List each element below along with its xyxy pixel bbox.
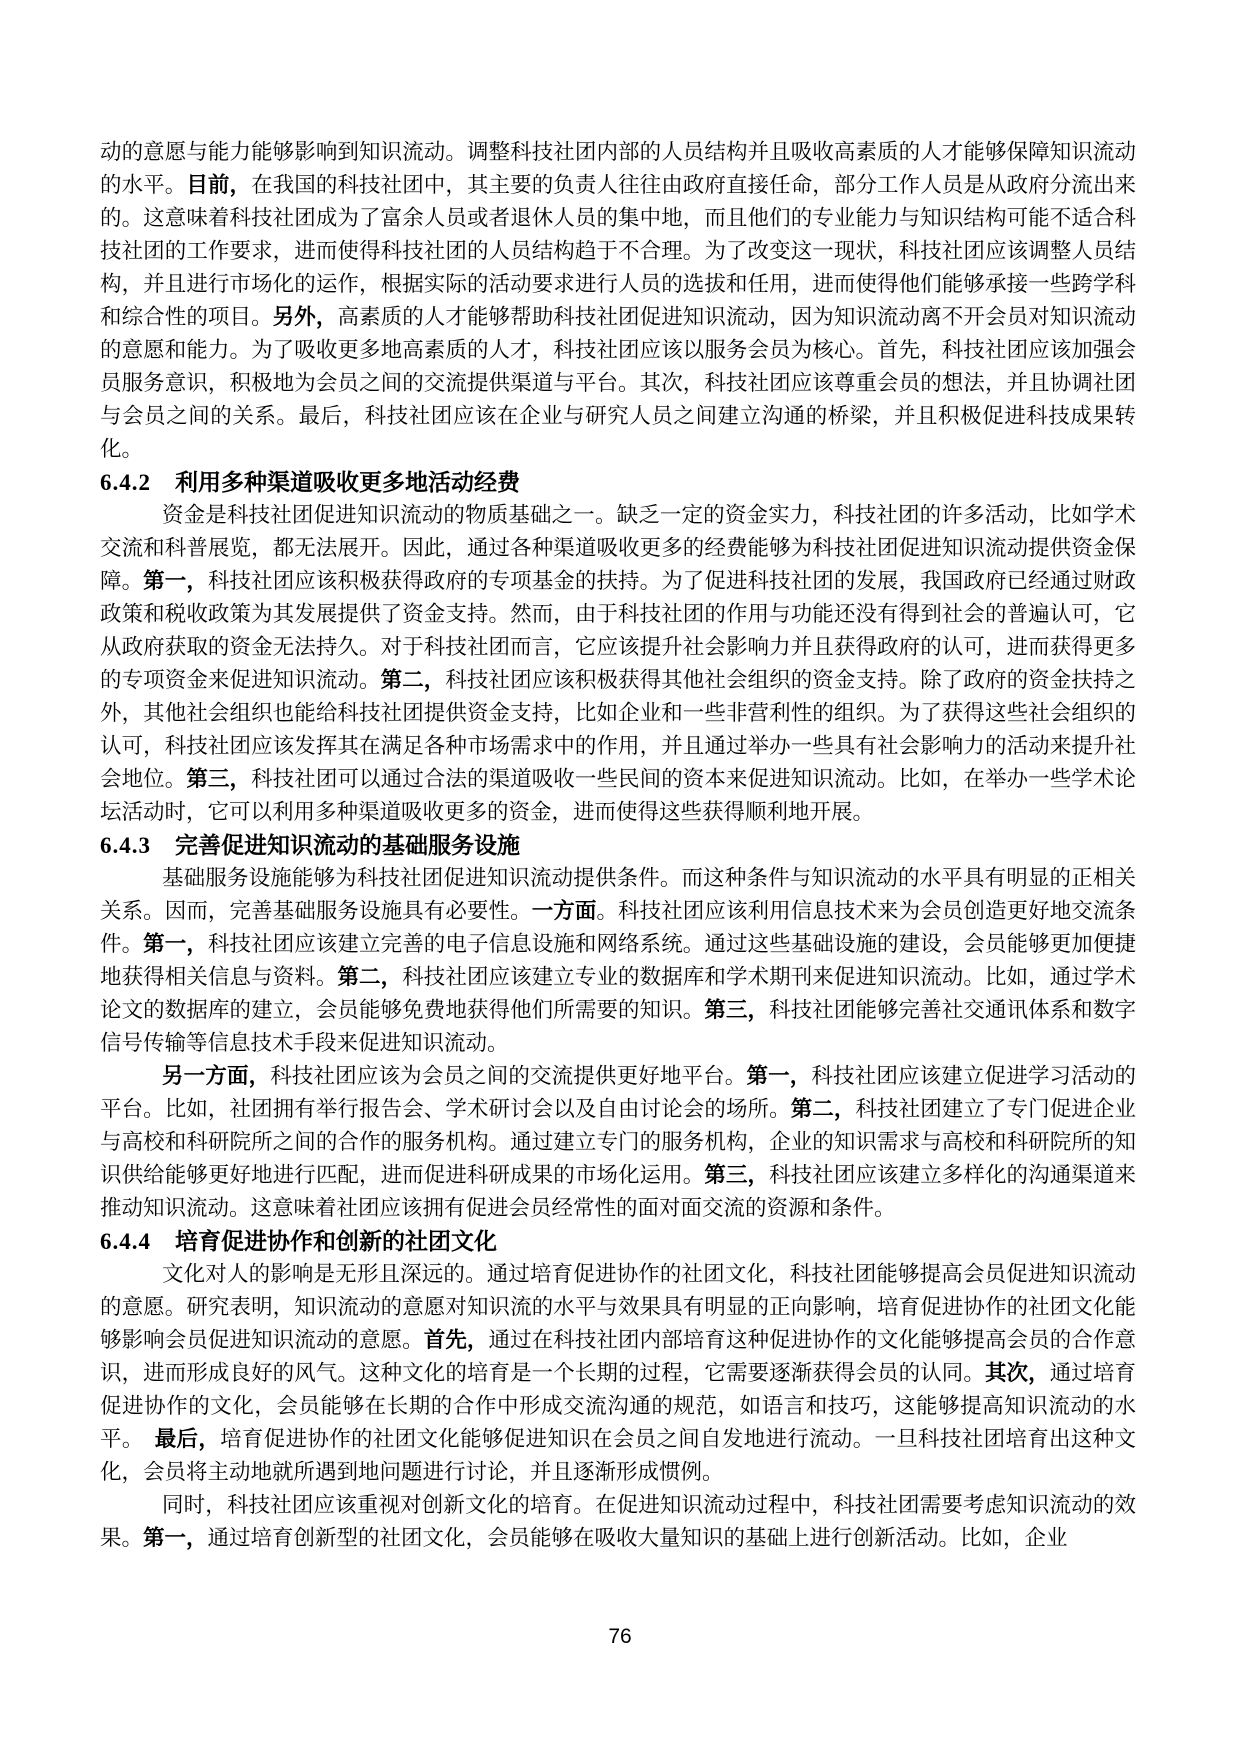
heading-title: 培育促进协作和创新的社团文化 (175, 1228, 497, 1254)
paragraph (100, 136, 1136, 466)
emphasis-run: 另外， (272, 305, 338, 329)
emphasis-run: 目前， (186, 173, 252, 197)
section-heading-6.4.3 (100, 829, 1136, 862)
emphasis-run: 第一， (143, 932, 208, 956)
emphasis-run: 其次， (984, 1361, 1050, 1385)
text-run: 科技社团建立了专门促进企业与高校和科研院所之间的合作的服务机构。通过建立专门的服务机构，企业的知识需求与高校和科研院所的知识供给能够更好地进行匹配，进而促进科研成果的市场化运用。 (100, 1097, 1136, 1187)
text-run: 科技社团能够完善社交通讯体系和数字信号传输等信息技术手段来促进知识流动。 (100, 998, 1136, 1055)
paragraph (100, 1258, 1136, 1489)
text-run: 文化对人的影响是无形且深远的。通过培育促进协作的社团文化，科技社团能够提高会员促进知识流动的意愿。研究表明，知识流动的意愿对知识流的水平与效果具有明显的正向影响，培育促进协作的社团文化能够影响会员促进知识流动的意愿。 (100, 1262, 1136, 1352)
text-run: 科技社团可以通过合法的渠道吸收一些民间的资本来促进知识流动。比如，在举办一些学术论坛活动时，它可以利用多种渠道吸收更多的资金，进而使得这些获得顺利地开展。 (100, 767, 1136, 824)
text-run: 科技社团应该积极获得政府的专项基金的扶持。为了促进科技社团的发展，我国政府已经通过财政政策和税收政策为其发展提供了资金支持。然而，由于科技社团的作用与功能还没有得到社会的普遍认可，它从政府获取的资金无法持久。对于科技社团而言，它应该提升社会影响力并且获得政府的认可，进而获得更多的专项资金来促进知识流动。 (100, 569, 1136, 692)
emphasis-run: 第三， (704, 998, 770, 1022)
text-run: 科技社团应该建立多样化的沟通渠道来推动知识流动。这意味着社团应该拥有促进会员经常性的面对面交流的资源和条件。 (100, 1163, 1136, 1220)
heading-number: 6.4.4 (100, 1229, 151, 1254)
document-content (100, 136, 1136, 1555)
paragraph (100, 862, 1136, 1060)
heading-number: 6.4.3 (100, 833, 151, 858)
text-run: 同时，科技社团应该重视对创新文化的培育。在促进知识流动过程中，科技社团需要考虑知识流动的效果。 (100, 1493, 1136, 1550)
emphasis-run: 第一， (746, 1064, 812, 1088)
emphasis-run: 第二， (337, 965, 403, 989)
text-run: 科技社团应该建立专业的数据库和学术期刊来促进知识流动。比如，通过学术论文的数据库的建立，会员能够免费地获得他们所需要的知识。 (100, 965, 1136, 1022)
text-run: 通过培育创新型的社团文化，会员能够在吸收大量知识的基础上进行创新活动。比如，企业 (207, 1526, 1068, 1550)
text-run: 在我国的科技社团中，其主要的负责人往往由政府直接任命，部分工作人员是从政府分流出来的。这意味着科技社团成为了富余人员或者退休人员的集中地，而且他们的专业能力与知识结构可能不适合科技社团的工作要求，进而使得科技社团的人员结构趋于不合理。为了改变这一现状，科技社团应该调整人员结构，并且进行市场化的运作，根据实际的活动要求进行人员的选拔和任用，进而使得他们能够承接一些跨学科和综合性的项目。 (100, 173, 1136, 329)
emphasis-run: 第三， (704, 1163, 770, 1187)
emphasis-run: 第二， (790, 1097, 856, 1121)
heading-title: 利用多种渠道吸收更多地活动经费 (175, 469, 520, 495)
text-run: 科技社团应该建立促进学习活动的平台。比如，社团拥有举行报告会、学术研讨会以及自由讨论会的场所。 (100, 1064, 1136, 1121)
heading-number: 6.4.2 (100, 470, 151, 495)
text-run: 资金是科技社团促进知识流动的物质基础之一。缺乏一定的资金实力，科技社团的许多活动，比如学术交流和科普展览，都无法展开。因此，通过各种渠道吸收更多的经费能够为科技社团促进知识流动提供资金保障。 (100, 503, 1136, 593)
paragraph (100, 1060, 1136, 1225)
section-heading-6.4.4 (100, 1225, 1136, 1258)
text-run: 。科技社团应该利用信息技术来为会员创造更好地交流条件。 (100, 899, 1136, 956)
heading-title: 完善促进知识流动的基础服务设施 (175, 832, 520, 858)
emphasis-run: 第一， (143, 1526, 208, 1550)
emphasis-run: 第三， (186, 767, 252, 791)
text-run: 科技社团应该建立完善的电子信息设施和网络系统。通过这些基础设施的建设，会员能够更加便捷地获得相关信息与资料。 (100, 932, 1136, 989)
emphasis-run: 另一方面， (162, 1064, 271, 1088)
emphasis-run: 第一， (143, 569, 208, 593)
text-run: 科技社团应该积极获得其他社会组织的资金支持。除了政府的资金扶持之外，其他社会组织也能给科技社团提供资金支持，比如企业和一些非营利性的组织。为了获得这些社会组织的认可，科技社团应该发挥其在满足各种市场需求中的作用，并且通过举办一些具有社会影响力的活动来提升社会地位。 (100, 668, 1136, 791)
text-run: 通过在科技社团内部培育这种促进协作的文化能够提高会员的合作意识，进而形成良好的风气。这种文化的培育是一个长期的过程，它需要逐渐获得会员的认同。 (100, 1328, 1136, 1385)
text-run: 基础服务设施能够为科技社团促进知识流动提供条件。而这种条件与知识流动的水平具有明显的正相关关系。因而，完善基础服务设施具有必要性。 (100, 866, 1136, 923)
text-run: 通过培育促进协作的文化，会员能够在长期的合作中形成交流沟通的规范，如语言和技巧，这能够提高知识流动的水平。 (100, 1361, 1136, 1451)
text-run: 科技社团应该为会员之间的交流提供更好地平台。 (270, 1064, 747, 1088)
emphasis-run: 第二， (380, 668, 446, 692)
paragraph (100, 1489, 1136, 1555)
text-run: 高素质的人才能够帮助科技社团促进知识流动，因为知识流动离不开会员对知识流动的意愿和能力。为了吸收更多地高素质的人才，科技社团应该以服务会员为核心。首先，科技社团应该加强会员服务意识，积极地为会员之间的交流提供渠道与平台。其次，科技社团应该尊重会员的想法，并且协调社团与会员之间的关系。最后，科技社团应该在企业与研究人员之间建立沟通的桥梁，并且积极促进科技成果转化。 (100, 305, 1136, 461)
emphasis-run: 一方面 (531, 899, 597, 923)
text-run: 培育促进协作的社团文化能够促进知识在会员之间自发地进行流动。一旦科技社团培育出这种文化，会员将主动地就所遇到地问题进行讨论，并且逐渐形成惯例。 (100, 1427, 1136, 1484)
text-run: 动的意愿与能力能够影响到知识流动。调整科技社团内部的人员结构并且吸收高素质的人才能够保障知识流动的水平。 (100, 140, 1136, 197)
page-number: 76 (608, 1625, 632, 1648)
paragraph (100, 499, 1136, 829)
emphasis-run: 首先， (423, 1328, 489, 1352)
section-heading-6.4.2 (100, 466, 1136, 499)
emphasis-run: 最后， (154, 1427, 221, 1451)
